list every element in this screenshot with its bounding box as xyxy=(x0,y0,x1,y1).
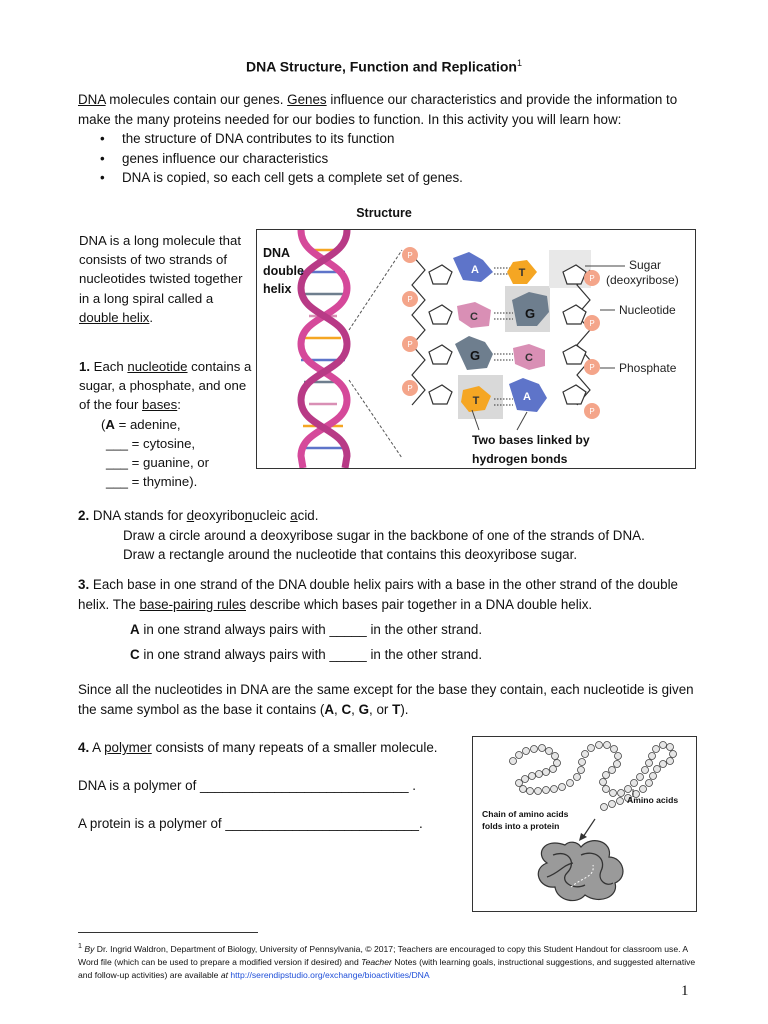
footnote-mark: 1 xyxy=(78,942,82,950)
q4-text: consists of many repeats of a smaller molecule. xyxy=(151,740,438,755)
phosphate-label: P xyxy=(407,251,413,260)
q2-text: ucleic xyxy=(252,508,291,523)
dna-label-line: helix xyxy=(263,282,292,296)
phosphate-label: P xyxy=(589,363,595,372)
q3-text: Each base in one strand of the DNA double helix pairs with a base in the other strand of the double helix. The xyxy=(78,577,678,612)
phosphate-label: P xyxy=(589,319,595,328)
term-polymer: polymer xyxy=(104,740,152,755)
footnote-by: By xyxy=(84,943,95,954)
q4-number: 4. xyxy=(78,740,90,755)
sugar xyxy=(563,345,586,364)
sugar xyxy=(563,385,586,404)
base-label: C xyxy=(470,311,478,323)
intro-paragraph xyxy=(78,90,698,129)
q3-text: in one strand always pairs with xyxy=(139,622,330,637)
q4-protein-end: . xyxy=(419,816,423,831)
phosphate-label: P xyxy=(589,274,595,283)
phosphate-label: P xyxy=(407,384,413,393)
right-backbone xyxy=(577,270,590,405)
base-label: G xyxy=(469,348,481,363)
double-helix-graphic xyxy=(301,230,347,468)
q1-blank[interactable]: ___ xyxy=(106,474,129,490)
q1-guanine-line[interactable] xyxy=(79,453,254,472)
q2-text: DNA stands for xyxy=(89,508,187,523)
q1-thymine: = thymine). xyxy=(128,474,198,490)
q2-letter-n: n xyxy=(244,508,253,523)
symbol-c: C xyxy=(341,701,352,717)
q4-protein-text: A protein is a polymer of xyxy=(78,816,226,831)
label-amino-acids: Amino acids xyxy=(627,795,679,805)
q1-blank[interactable]: ___ xyxy=(106,435,129,451)
protein-folding-figure xyxy=(472,736,697,912)
intro-term-genes: Genes xyxy=(287,92,327,107)
sugar xyxy=(429,385,452,404)
footnote-teacher: Teacher xyxy=(361,956,392,967)
q1-blank[interactable]: ___ xyxy=(106,455,129,471)
bullet-item: • the structure of DNA contributes to its function xyxy=(100,129,463,149)
term-bases: bases xyxy=(142,397,178,413)
since-sep: , xyxy=(351,701,359,717)
since-sep: , xyxy=(334,701,342,717)
symbol-g: G xyxy=(358,701,370,717)
dna-diagram xyxy=(257,230,695,468)
term-double-helix: double helix xyxy=(79,309,150,325)
folded-protein xyxy=(538,841,623,901)
bullet-item: • DNA is copied, so each cell gets a complete set of genes. xyxy=(100,168,463,188)
q4-text: A xyxy=(89,740,105,755)
protein-diagram xyxy=(473,737,696,911)
q3-text: in one strand always pairs with xyxy=(139,647,330,662)
q3-letter-a: A xyxy=(130,622,140,637)
label-deoxyribose: (deoxyribose) xyxy=(606,273,679,287)
q1-cytosine-line[interactable] xyxy=(79,434,254,453)
q1-cytosine: = cytosine, xyxy=(128,435,196,451)
q1-text: : xyxy=(177,397,181,413)
q3-letter-c: C xyxy=(130,647,140,662)
nucleotide-symbol-paragraph xyxy=(78,680,698,719)
q4-protein-polymer-line[interactable] xyxy=(78,814,468,834)
q1-thymine-line[interactable] xyxy=(79,472,254,491)
q3-text: in the other strand. xyxy=(366,647,483,662)
q1-number: 1. xyxy=(79,359,90,374)
q3-blank-a[interactable]: _____ xyxy=(329,622,367,637)
intro-term-dna: DNA xyxy=(78,92,106,107)
footnote-text: Dr. Ingrid Waldron, Department of Biology, University of Pennsylvania, © 2017; Teachers are encouraged to copy this Student Handout for classroom use. A Word file (which can be used to prepare a modified version if desired) and xyxy=(78,943,688,967)
footnote-at: at xyxy=(220,969,228,980)
fold-arrow-head xyxy=(579,833,587,841)
page-number: 1 xyxy=(681,983,689,999)
q2-instruction-circle: Draw a circle around a deoxyribose sugar in the backbone of one of the strands of DNA. xyxy=(123,527,645,543)
since-text: Since all the nucleotides in DNA are the same except for the base they contain, each nucleotide is given the same symbol as the base it contains ( xyxy=(78,682,694,717)
q2-text: eoxyribo xyxy=(194,508,245,523)
intro-text-1: molecules contain our genes. xyxy=(105,92,288,107)
question-3 xyxy=(78,575,698,614)
dna-structure-figure xyxy=(256,229,696,469)
footnote-text: Notes (with learning goals, instructional suggestions, and suggested alternative and follow-up activities) are available xyxy=(78,956,696,980)
q2-text: cid. xyxy=(297,508,319,523)
question-4 xyxy=(78,738,468,758)
term-base-pairing-rules: base-pairing rules xyxy=(139,596,246,612)
side-text-end: . xyxy=(149,309,154,325)
base-label: A xyxy=(523,391,531,403)
q2-line-1 xyxy=(78,506,698,526)
base-label: A xyxy=(471,264,479,276)
symbol-a: A xyxy=(324,701,335,717)
q1-guanine: = guanine, or xyxy=(128,455,210,471)
q2-number: 2. xyxy=(78,508,90,523)
base-label: T xyxy=(518,267,526,279)
question-1 xyxy=(79,357,254,491)
sugar xyxy=(429,305,452,324)
footnote xyxy=(78,940,698,982)
q4-dna-blank[interactable]: ____________________________ xyxy=(200,778,409,793)
q3-blank-c[interactable]: _____ xyxy=(329,647,367,662)
helix-strand-1 xyxy=(301,230,347,468)
phosphate-label: P xyxy=(407,340,413,349)
symbol-t: T xyxy=(392,701,401,717)
q3-a-pairs-line[interactable] xyxy=(78,620,750,640)
q3-text: in the other strand. xyxy=(366,622,483,637)
caption-line-1: Two bases linked by xyxy=(472,433,590,447)
label-phosphate: Phosphate xyxy=(619,361,677,375)
intro-text-2: influence our characteristics and provide the information to make the many proteins needed for our bodies to function. In this activity you will learn how: xyxy=(78,92,678,127)
q2-letter-d: d xyxy=(186,508,195,523)
q1-adenine: = adenine, xyxy=(114,416,181,432)
zoom-guide-lines xyxy=(349,250,402,458)
q1-adenine-line xyxy=(79,415,254,434)
label-nucleotide: Nucleotide xyxy=(619,303,676,317)
protein-caption-2: folds into a protein xyxy=(482,821,560,831)
q4-dna-text: DNA is a polymer of xyxy=(78,778,201,793)
q3-c-pairs-line[interactable] xyxy=(78,645,750,665)
q1-letter-a: A xyxy=(105,416,115,432)
q2-instruction-rectangle: Draw a rectangle around the nucleotide that contains this deoxyribose sugar. xyxy=(123,547,578,563)
footnote-link[interactable]: http://serendipstudio.org/exchange/bioactivities/DNA xyxy=(230,969,430,980)
protein-caption-1: Chain of amino acids xyxy=(482,809,569,819)
since-or: , or xyxy=(369,701,393,717)
base-label: G xyxy=(524,306,536,321)
phosphate-label: P xyxy=(589,407,595,416)
title-footnote-mark: 1 xyxy=(516,58,522,68)
bullet-item: • genes influence our characteristics xyxy=(100,149,463,169)
section-heading-structure: Structure xyxy=(356,206,412,220)
q2-letter-a: a xyxy=(290,508,298,523)
double-helix-description xyxy=(79,231,254,327)
fold-arrow xyxy=(583,819,595,837)
caption-line-2: hydrogen bonds xyxy=(472,452,568,466)
phosphate-label: P xyxy=(407,295,413,304)
helix-strand-2 xyxy=(301,230,347,468)
q1-paren: ( xyxy=(101,416,106,432)
dna-label-line: DNA xyxy=(263,246,291,260)
q4-dna-end: . xyxy=(408,778,417,793)
sugar xyxy=(429,265,452,284)
side-text: DNA is a long molecule that consists of two strands of nucleotides twisted together in a long spiral called a xyxy=(79,233,243,306)
base-label: T xyxy=(472,395,480,407)
q4-protein-blank[interactable]: __________________________ xyxy=(225,816,420,831)
base-label: C xyxy=(525,352,533,364)
q1-text: contains a sugar, a phosphate, and one of the four xyxy=(79,359,252,413)
footnote-rule xyxy=(78,932,258,933)
intro-bullet-list xyxy=(100,129,463,188)
since-end: ). xyxy=(400,701,409,717)
sugar xyxy=(429,345,452,364)
q4-dna-polymer-line[interactable] xyxy=(78,776,468,796)
q3-text: describe which bases pair together in a DNA double helix. xyxy=(246,596,593,612)
dna-label-line: double xyxy=(263,264,304,278)
term-nucleotide: nucleotide xyxy=(127,359,188,374)
page-title xyxy=(0,58,768,75)
label-sugar: Sugar xyxy=(629,258,662,272)
title-text: DNA Structure, Function and Replication xyxy=(246,58,517,75)
question-2 xyxy=(78,506,698,565)
q1-text: Each xyxy=(90,359,128,374)
q3-number: 3. xyxy=(78,577,90,592)
